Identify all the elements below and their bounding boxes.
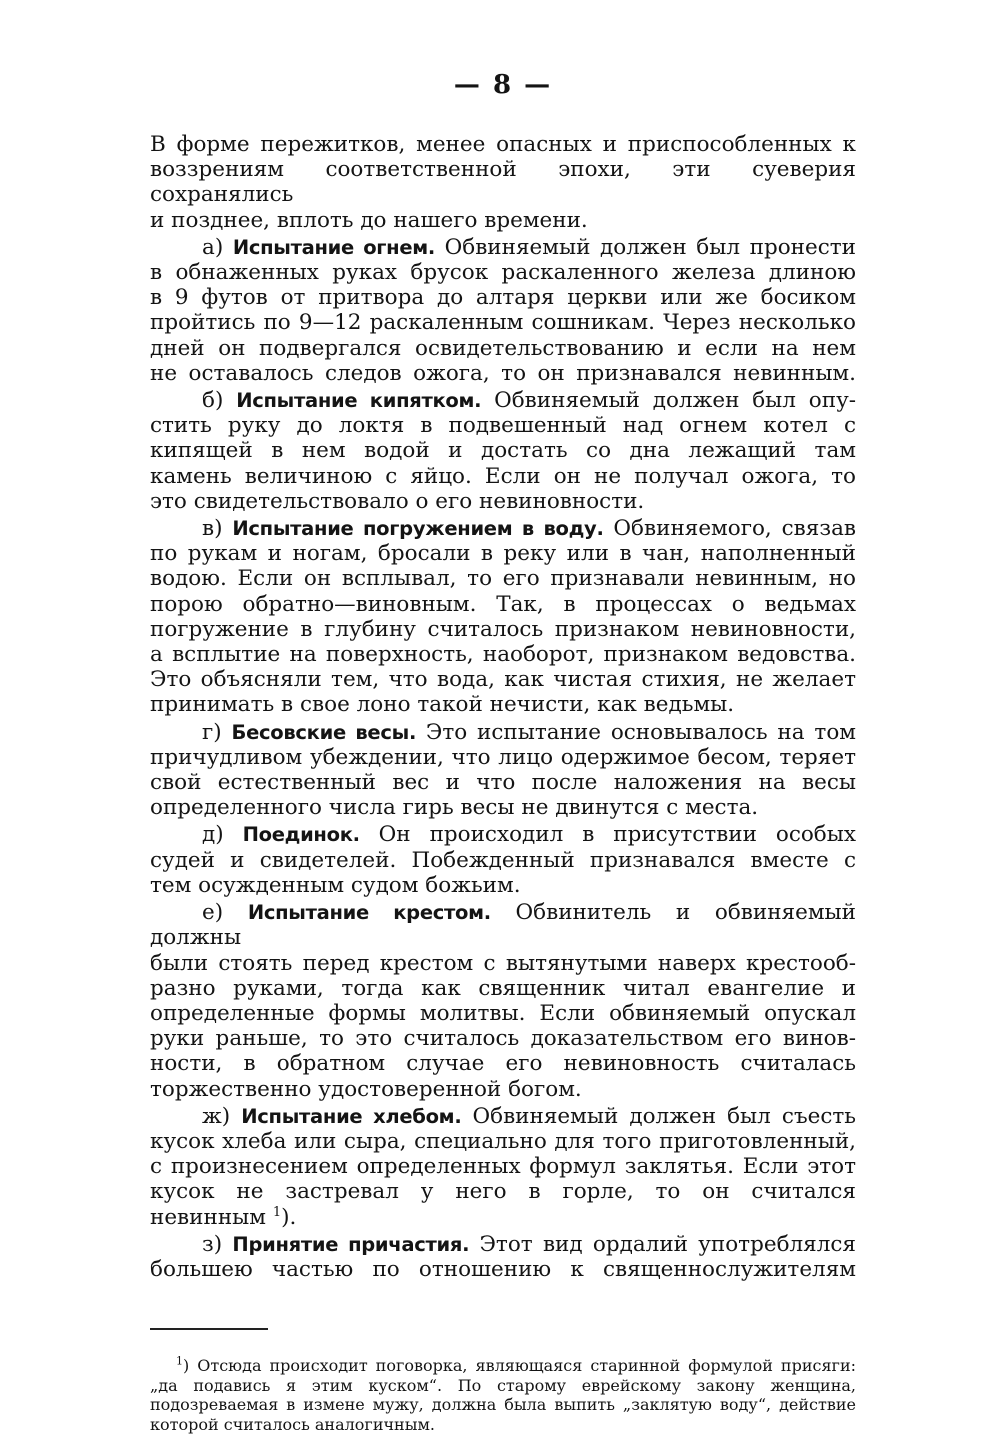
text-line: дней он подвергался освидетельствованию и если на нем — [150, 335, 856, 361]
term-heading: Испытание огнем. — [232, 235, 436, 259]
paragraph-g-first-line — [150, 720, 856, 745]
text-fragment: Обвинитель и обвиняемый должны — [150, 900, 856, 951]
item-label: г) — [202, 719, 222, 745]
text-line: В форме пережитков, менее опасных и приспособленных к — [150, 132, 856, 157]
paragraph-zh-first-line — [150, 1104, 856, 1129]
text-line: стить руку до локтя в подвешенный над огнем котел с — [150, 413, 856, 439]
text-line: руки раньше, то это считалось доказательством его винов- — [150, 1026, 856, 1052]
term-heading: Принятие причастия. — [232, 1232, 470, 1256]
text-line: были стоять перед крестом с вытянутыми наверх крестооб- — [150, 950, 856, 976]
text-line: с произнесением определенных формул заклятья. Если этот — [150, 1154, 856, 1180]
text-line: водою. Если он всплывал, то его признавали невинным, но — [150, 566, 856, 592]
term-heading: Испытание хлебом. — [241, 1104, 462, 1128]
text-line: по рукам и ногам, бросали в реку или в чан, наполненный — [150, 541, 856, 567]
body-text — [150, 132, 856, 1282]
text-line: принимать в свое лоно такой нечисти, как ведьмы. — [150, 692, 735, 718]
footnote — [150, 1356, 856, 1434]
footnote-text — [150, 1356, 856, 1434]
item-label: е) — [202, 900, 224, 926]
item-label: з) — [202, 1231, 223, 1257]
text-line: воззрениям соответственной эпохи, эти суеверия сохранялись — [150, 157, 856, 208]
paragraph-d-first-line — [150, 822, 856, 847]
text-line: причудливом убеждении, что лицо одержимое бесом, теряет — [150, 744, 856, 770]
text-line: пройтись по 9—12 раскаленным сошникам. Через несколько — [150, 310, 856, 336]
item-label: а) — [202, 234, 224, 260]
text-line: порою обратно—виновным. Так, в процессах о ведьмах — [150, 591, 856, 617]
text-line: Это объясняли тем, что вода, как чистая стихия, не желает — [150, 667, 856, 693]
text-fragment: невинным — [150, 1204, 266, 1230]
text-fragment: Обвиняемый должен был пронести — [435, 234, 856, 260]
text-line: это свидетельствовало о его невиновности. — [150, 488, 645, 514]
paragraph-e-first-line — [150, 900, 856, 950]
paragraph-z-first-line — [150, 1232, 856, 1257]
text-fragment: Обвиняемого, связав — [603, 516, 856, 542]
term-heading: Бесовские весы. — [231, 720, 417, 744]
footnote-reference[interactable]: 1 — [272, 1204, 282, 1220]
text-fragment: Это испытание основывалось на том — [416, 719, 856, 745]
paragraph-b-first-line — [150, 388, 856, 413]
text-line: судей и свидетелей. Побежденный признавался вместе с — [150, 847, 856, 873]
text-line: свой естественный вес и что после наложения на весы — [150, 770, 856, 796]
term-heading: Испытание кипятком. — [236, 389, 482, 413]
text-line — [150, 1205, 856, 1230]
text-fragment: Этот вид ордалий употреблялся — [469, 1231, 856, 1257]
footnote-body: ) Отсюда происходит поговорка, являющаяся старинной формулой присяги: „да подавись я этим куском“. По старому еврейскому закону женщина, подозреваемая в измене мужу, должна была выпить „заклятую воду“, действие которой считалось аналогичным. — [150, 1356, 856, 1434]
text-line: большею частью по отношению к священнослужителям — [150, 1256, 856, 1282]
text-line: камень величиною с яйцо. Если он не получал ожога, то — [150, 463, 856, 489]
paragraph-a-first-line — [150, 235, 856, 260]
item-label: в) — [202, 516, 223, 542]
text-fragment: Обвиняемый должен был съесть — [461, 1103, 856, 1129]
text-line: а всплытие на поверхность, наоборот, признаком ведовства. — [150, 642, 856, 668]
document-page — [150, 70, 856, 1434]
text-line: в 9 футов от притвора до алтаря церкви или же босиком — [150, 285, 856, 311]
text-line: кипящей в нем водой и достать со дна лежащий там — [150, 438, 856, 464]
text-line: кусок хлеба или сыра, специально для того приготовленный, — [150, 1128, 856, 1154]
paragraph-v-first-line — [150, 516, 856, 541]
text-line: и позднее, вплоть до нашего времени. — [150, 207, 588, 233]
text-line: ности, в обратном случае его невиновность считалась — [150, 1051, 856, 1077]
item-label: ж) — [202, 1103, 231, 1129]
text-fragment: Обвиняемый должен был опу- — [481, 388, 856, 414]
term-heading: Поединок. — [242, 823, 360, 847]
text-line: тем осужденным судом божьим. — [150, 872, 521, 898]
item-label: д) — [202, 822, 224, 848]
text-fragment: Он происходил в присутствии особых — [359, 822, 856, 848]
text-line: не оставалось следов ожога, то он признавался невинным. — [150, 360, 856, 386]
page-number: — 8 — — [453, 70, 553, 100]
text-line: разно руками, тогда как священник читал евангелие и — [150, 975, 856, 1001]
text-line: погружение в глубину считалось признаком невиновности, — [150, 616, 856, 642]
footnote-divider — [150, 1328, 268, 1330]
text-line: в обнаженных руках брусок раскаленного железа длиною — [150, 260, 856, 286]
term-heading: Испытание погружением в воду. — [232, 517, 604, 541]
item-label: б) — [202, 388, 224, 414]
term-heading: Испытание крестом. — [247, 901, 491, 925]
text-line: торжественно удостоверенной богом. — [150, 1076, 582, 1102]
text-line: определенного числа гирь весы не двинутся с места. — [150, 795, 759, 821]
text-line: определенные формы молитвы. Если обвиняемый опускал — [150, 1000, 856, 1026]
footnote-mark: 1 — [176, 1354, 183, 1368]
text-fragment: ). — [281, 1204, 297, 1230]
text-line: кусок не застревал у него в горле, то он считался — [150, 1179, 856, 1205]
